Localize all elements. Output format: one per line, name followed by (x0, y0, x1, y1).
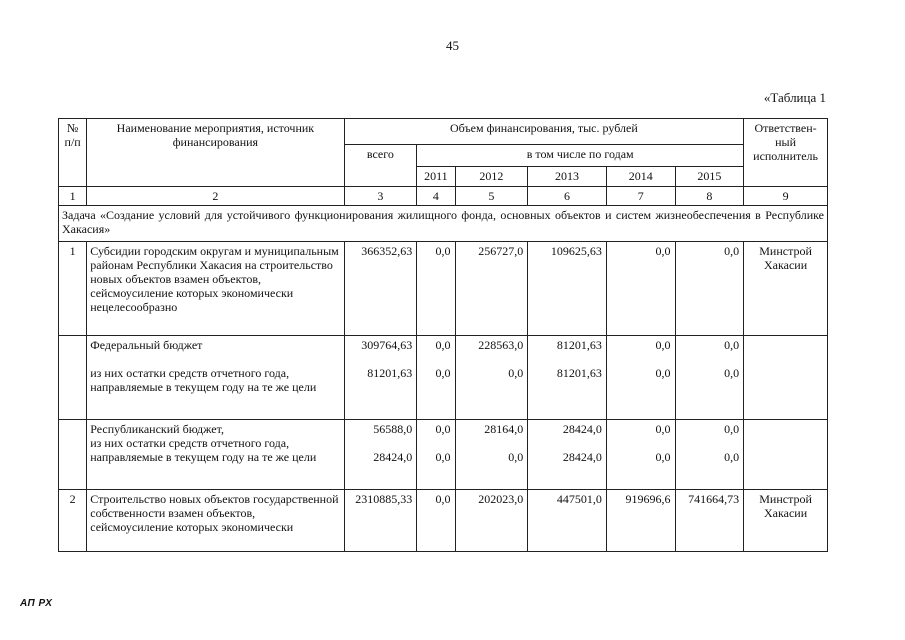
row-2012: 256727,0 (455, 242, 528, 336)
value: 0,0 (655, 422, 671, 436)
column-number: 6 (528, 187, 607, 206)
row-2015 (675, 420, 744, 490)
row-num (59, 336, 87, 420)
column-number: 7 (606, 187, 675, 206)
page-number: 45 (446, 38, 459, 53)
row-2011 (417, 420, 455, 490)
value: 0,0 (435, 450, 451, 464)
row-name-sub: из них остатки средств отчетного года, направляемые в текущем году на те же цели (90, 366, 317, 394)
header-year-2012: 2012 (455, 167, 528, 187)
task-title: Задача «Создание условий для устойчивого функционирования жилищного фонда, основных объектов и систем жизнеобеспечения в Республике Хакасия» (59, 206, 828, 242)
value: 228563,0 (478, 338, 524, 352)
row-name-line: Республиканский бюджет, (90, 422, 224, 436)
row-responsible: Минстрой Хакасии (744, 490, 828, 552)
value: 0,0 (724, 338, 740, 352)
row-responsible: Минстрой Хакасии (744, 242, 828, 336)
row-2012 (455, 420, 528, 490)
header-name: Наименование мероприятия, источник финансирования (87, 119, 344, 187)
row-name: Строительство новых объектов государственной собственности взамен объектов, сейсмоусиление которых экономически (87, 490, 344, 552)
value: 28424,0 (562, 450, 602, 464)
row-2011 (417, 336, 455, 420)
row-responsible (744, 420, 828, 490)
column-number: 5 (455, 187, 528, 206)
row-2013 (528, 420, 607, 490)
value: 56588,0 (373, 422, 413, 436)
row-total (344, 336, 417, 420)
row-num: 2 (59, 490, 87, 552)
row-num: 1 (59, 242, 87, 336)
row-2012: 202023,0 (455, 490, 528, 552)
row-2014 (606, 336, 675, 420)
row-name (87, 336, 344, 420)
row-2015 (675, 336, 744, 420)
row-num (59, 420, 87, 490)
header-year-2015: 2015 (675, 167, 744, 187)
value: 0,0 (655, 366, 671, 380)
value: 0,0 (655, 450, 671, 464)
header-funding: Объем финансирования, тыс. рублей (344, 119, 744, 145)
row-2014: 919696,6 (606, 490, 675, 552)
value: 0,0 (508, 450, 524, 464)
value: 0,0 (435, 422, 451, 436)
row-total: 2310885,33 (344, 490, 417, 552)
column-number: 8 (675, 187, 744, 206)
row-2013: 447501,0 (528, 490, 607, 552)
row-2015: 741664,73 (675, 490, 744, 552)
header-year-2011: 2011 (417, 167, 455, 187)
column-number: 9 (744, 187, 828, 206)
value: 0,0 (655, 338, 671, 352)
value: 81201,63 (556, 366, 602, 380)
column-number: 2 (87, 187, 344, 206)
header-year-2013: 2013 (528, 167, 607, 187)
column-number: 4 (417, 187, 455, 206)
header-num: № п/п (59, 119, 87, 187)
row-2012 (455, 336, 528, 420)
table-row (59, 490, 828, 552)
row-2011: 0,0 (417, 242, 455, 336)
row-2011: 0,0 (417, 490, 455, 552)
footer-mark: АП РХ (20, 598, 53, 609)
row-name: Субсидии городским округам и муниципальным районам Республики Хакасия на строительство новых объектов взамен объектов, сейсмоусиление которых экономически нецелесообразно (87, 242, 344, 336)
table-caption: «Таблица 1 (763, 90, 826, 105)
row-responsible (744, 336, 828, 420)
row-2014: 0,0 (606, 242, 675, 336)
value: 0,0 (508, 366, 524, 380)
value: 81201,63 (367, 366, 413, 380)
column-number: 3 (344, 187, 417, 206)
table-row (59, 420, 828, 490)
value: 0,0 (724, 450, 740, 464)
header-responsible: Ответствен-ный исполнитель (744, 119, 828, 187)
column-number: 1 (59, 187, 87, 206)
value: 309764,63 (361, 338, 413, 352)
header-total: всего (344, 145, 417, 187)
value: 0,0 (435, 338, 451, 352)
row-total: 366352,63 (344, 242, 417, 336)
row-2015: 0,0 (675, 242, 744, 336)
row-2014 (606, 420, 675, 490)
value: 0,0 (724, 366, 740, 380)
funding-table (58, 118, 828, 552)
row-name (87, 420, 344, 490)
row-2013: 109625,63 (528, 242, 607, 336)
header-year-2014: 2014 (606, 167, 675, 187)
row-name-sub: из них остатки средств отчетного года, направляемые в текущем году на те же цели (90, 436, 317, 464)
value: 28424,0 (562, 422, 602, 436)
table-row (59, 336, 828, 420)
value: 0,0 (435, 366, 451, 380)
row-2013 (528, 336, 607, 420)
table-row (59, 242, 828, 336)
value: 28424,0 (373, 450, 413, 464)
value: 81201,63 (556, 338, 602, 352)
row-total (344, 420, 417, 490)
row-name-line: Федеральный бюджет (90, 338, 203, 352)
value: 0,0 (724, 422, 740, 436)
value: 28164,0 (484, 422, 524, 436)
header-by-years: в том числе по годам (417, 145, 744, 167)
